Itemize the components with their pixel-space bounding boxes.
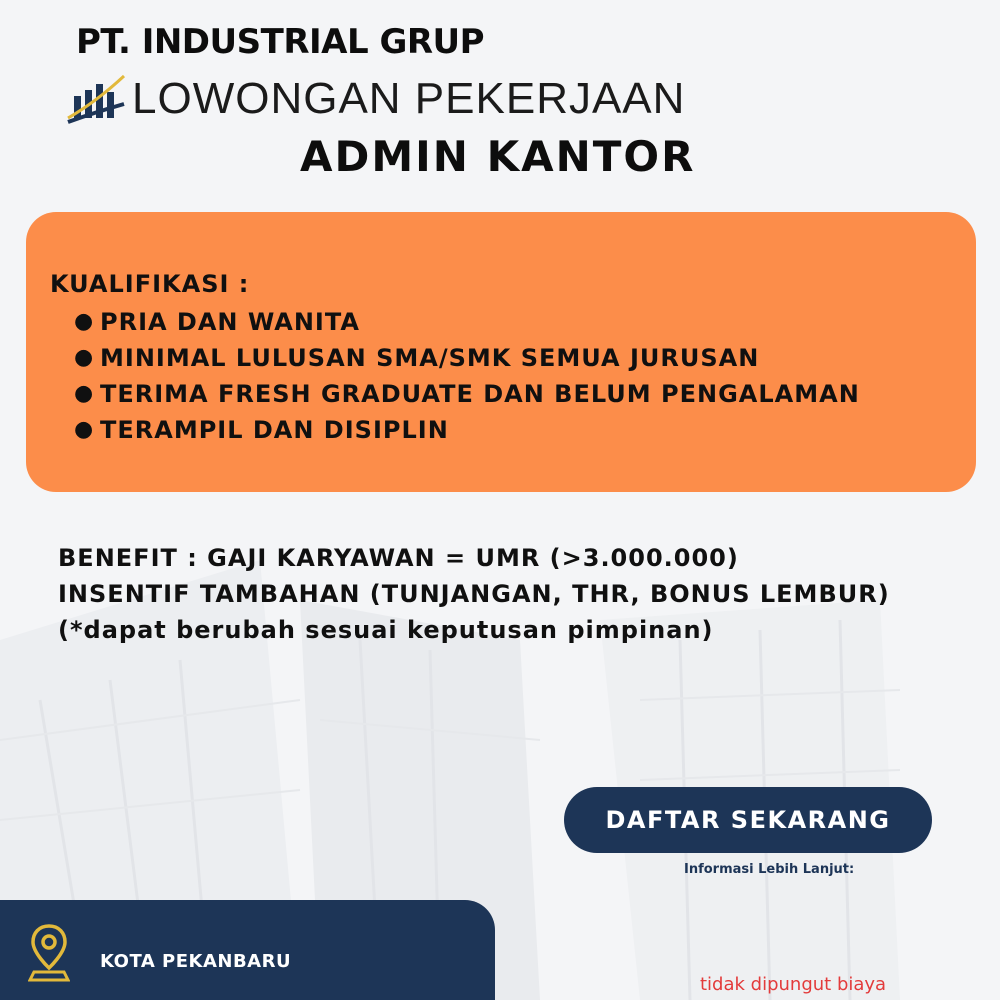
bullet-icon: ●: [74, 417, 95, 442]
map-pin-icon: [28, 922, 70, 984]
list-item: ● TERAMPIL DAN DISIPLIN: [74, 412, 860, 448]
benefit-incentive: INSENTIF TAMBAHAN (TUNJANGAN, THR, BONUS LEMBUR): [58, 580, 890, 608]
bullet-icon: ●: [74, 309, 95, 334]
headline: LOWONGAN PEKERJAAN: [132, 74, 686, 123]
list-item: ● MINIMAL LULUSAN SMA/SMK SEMUA JURUSAN: [74, 340, 860, 376]
benefit-salary: BENEFIT : GAJI KARYAWAN = UMR (>3.000.000): [58, 544, 739, 572]
location-label: KOTA PEKANBARU: [100, 951, 292, 972]
list-item: ● TERIMA FRESH GRADUATE DAN BELUM PENGALAMAN: [74, 376, 860, 412]
more-info-label: Informasi Lebih Lanjut:: [684, 862, 855, 877]
list-item: ● PRIA DAN WANITA: [74, 304, 860, 340]
free-of-charge-note: tidak dipungut biaya: [700, 974, 887, 995]
position-title: ADMIN KANTOR: [300, 132, 696, 181]
bullet-icon: ●: [74, 345, 95, 370]
qualifications-list: [74, 304, 860, 448]
benefit-note: (*dapat berubah sesuai keputusan pimpinan): [58, 616, 714, 644]
bar-chart-logo-icon: [66, 72, 126, 126]
bullet-icon: ●: [74, 381, 95, 406]
qualifications-title: KUALIFIKASI :: [50, 270, 250, 298]
qualifications-card: [26, 212, 976, 492]
company-name: PT. INDUSTRIAL GRUP: [76, 22, 485, 62]
apply-now-button[interactable]: DAFTAR SEKARANG: [564, 787, 932, 853]
benefit-section: [58, 540, 890, 648]
location-panel: [0, 900, 495, 1000]
